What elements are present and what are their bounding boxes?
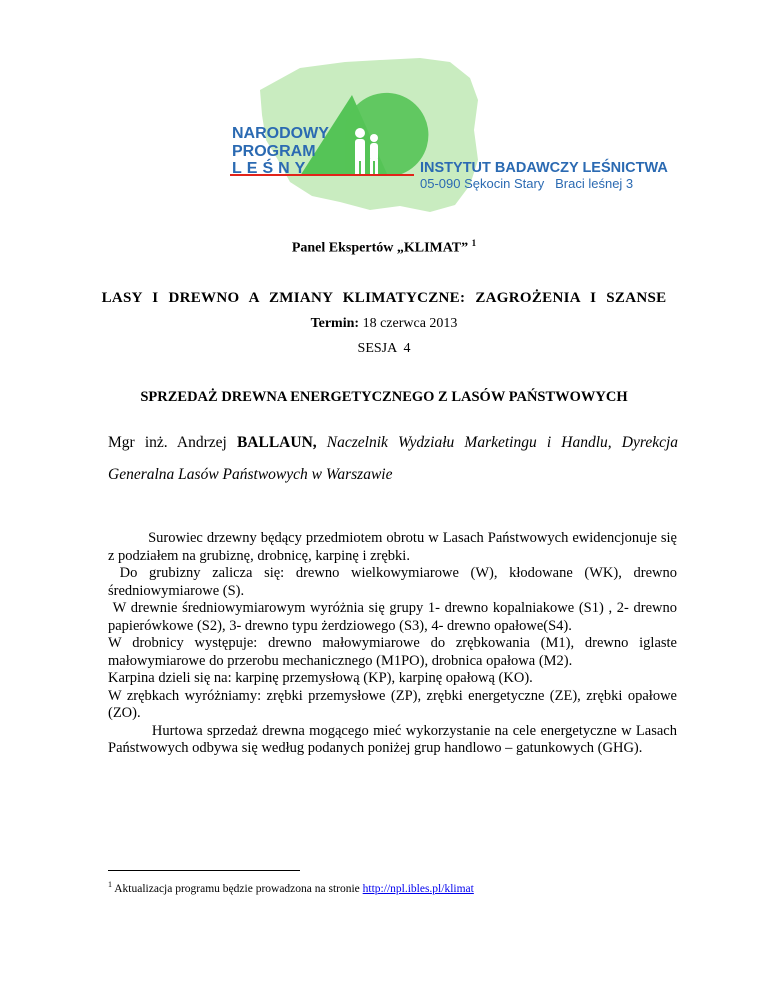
institute-address: 05-090 Sękocin Stary Braci leśnej 3 bbox=[420, 176, 634, 191]
paragraph: Hurtowa sprzedaż drewna mogącego mieć wykorzystanie na cele energetyczne w Lasach Państwowych odbywa się według podanych poniżej grup handlowo – gatunkowych (GHG). bbox=[108, 722, 677, 756]
conference-subtitle: LASY I DREWNO A ZMIANY KLIMATYCZNE: ZAGROŻENIA I SZANSE bbox=[101, 290, 667, 306]
date-value: 18 czerwca 2013 bbox=[362, 316, 458, 331]
paragraph: Do grubizny zalicza się: drewno wielkowymiarowe (W), kłodowane (WK), drewno średniowymiarowe (S). bbox=[108, 565, 677, 599]
paragraph: W drobnicy występuje: drewno małowymiarowe do zrębkowania (M1), drewno iglaste małowymiarowe do przerobu mechanicznego (M1PO), drobnica opałowa (M2). bbox=[108, 635, 677, 669]
footnote-text: Aktualizacja programu będzie prowadzona na stronie bbox=[112, 882, 363, 895]
author-line bbox=[108, 427, 678, 491]
narodowy-program-lesny-logo bbox=[0, 0, 768, 230]
footnote-number: 1 bbox=[108, 880, 112, 889]
paragraph: W zrębkach wyróżniamy: zrębki przemysłowe (ZP), zrębki energetyczne (ZE), zrębki opałowe (ZO). bbox=[108, 687, 677, 721]
footnote bbox=[108, 880, 474, 895]
footnote-ref: 1 bbox=[471, 238, 477, 248]
footnote-link[interactable]: http://npl.ibles.pl/klimat bbox=[362, 882, 474, 895]
date-label: Termin: bbox=[310, 316, 360, 331]
footnote-divider bbox=[108, 870, 300, 871]
date-line bbox=[0, 316, 768, 332]
paragraph: Karpina dzieli się na: karpinę przemysłową (KP), karpinę opałową (KO). bbox=[108, 670, 533, 686]
session-label: SESJA 4 bbox=[357, 341, 411, 356]
logo-line-lesny: LEŚNY bbox=[232, 160, 311, 177]
document-heading: SPRZEDAŻ DREWNA ENERGETYCZNEGO Z LASÓW PAŃSTWOWYCH bbox=[140, 389, 628, 405]
paragraph: W drewnie średniowymiarowym wyróżnia się grupy 1- drewno kopalniakowe (S1) , 2- drewno papierówkowe (S2), 3- drewno typu żerdziowego (S3), 4- drewno opałowe(S4). bbox=[108, 600, 677, 634]
body-text bbox=[108, 530, 677, 758]
panel-title bbox=[0, 238, 768, 257]
paragraph: Surowiec drzewny będący przedmiotem obrotu w Lasach Państwowych ewidencjonuje się z podziałem na grubiznę, drobnicę, karpinę i zrębki. bbox=[108, 530, 677, 564]
author-surname: BALLAUN, bbox=[236, 434, 317, 451]
institute-name: INSTYTUT BADAWCZY LEŚNICTWA bbox=[420, 160, 668, 176]
logo-line-program: PROGRAM bbox=[232, 143, 316, 160]
panel-title-text: Panel Ekspertów „KLIMAT” bbox=[291, 240, 469, 256]
logo-line-narodowy: NARODOWY bbox=[232, 125, 329, 142]
author-prefix: Mgr inż. Andrzej bbox=[108, 434, 227, 451]
author-role: Naczelnik Wydziału Marketingu i Handlu, Dyrekcja Generalna Lasów Państwowych w Warszawie bbox=[108, 434, 679, 483]
